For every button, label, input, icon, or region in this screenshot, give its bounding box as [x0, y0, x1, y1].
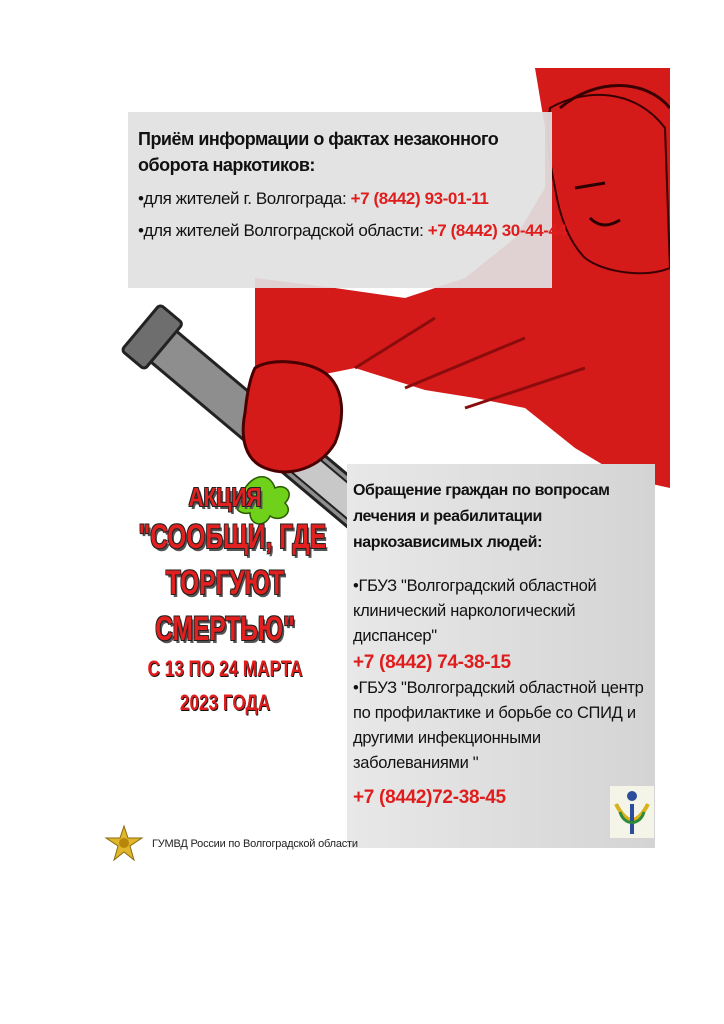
campaign-slogan-line: "СООБЩИ, ГДЕ — [138, 518, 327, 556]
hotline-phone[interactable]: +7 (8442) 30-44-44 — [427, 221, 567, 240]
hotline-label: •для жителей Волгоградской области: — [138, 221, 428, 240]
organization-name: ГУМВД России по Волгоградской области — [152, 838, 358, 850]
health-center-logo — [610, 786, 654, 866]
info-box-hotline — [128, 112, 567, 288]
campaign-slogan-line: ТОРГУЮТ — [165, 564, 285, 602]
campaign-year: 2023 ГОДА — [179, 690, 271, 715]
health-center-logo-icon — [610, 786, 654, 838]
hotline-line-city — [138, 188, 544, 210]
hotline-label: •для жителей г. Волгограда: — [138, 189, 351, 208]
campaign-slogan-line: СМЕРТЬЮ" — [155, 610, 295, 648]
footer — [104, 822, 358, 866]
clinic-phone[interactable]: +7 (8442) 74-38-15 — [353, 652, 511, 673]
info-box-treatment — [347, 464, 655, 848]
mvd-emblem-icon — [104, 824, 144, 864]
campaign-title — [105, 480, 345, 720]
clinic-name: •ГБУЗ "Волгоградский областной клинический наркологический диспансер" — [353, 577, 597, 645]
treatment-heading: Обращение граждан по вопросам лечения и реабилитации наркозависимых людей: — [353, 482, 610, 551]
hotline-heading: Приём информации о фактах незаконного оборота наркотиков: — [138, 129, 499, 175]
clinic-phone[interactable]: +7 (8442)72-38-45 — [353, 787, 506, 808]
campaign-label: АКЦИЯ — [188, 482, 262, 512]
hotline-line-region — [138, 220, 567, 242]
campaign-dates: С 13 ПО 24 МАРТА — [147, 656, 303, 681]
clinic-name: •ГБУЗ "Волгоградский областной центр по профилактике и борьбе со СПИД и другими инфекционными заболеваниями " — [353, 679, 644, 772]
hotline-phone[interactable]: +7 (8442) 93-01-11 — [350, 189, 489, 208]
